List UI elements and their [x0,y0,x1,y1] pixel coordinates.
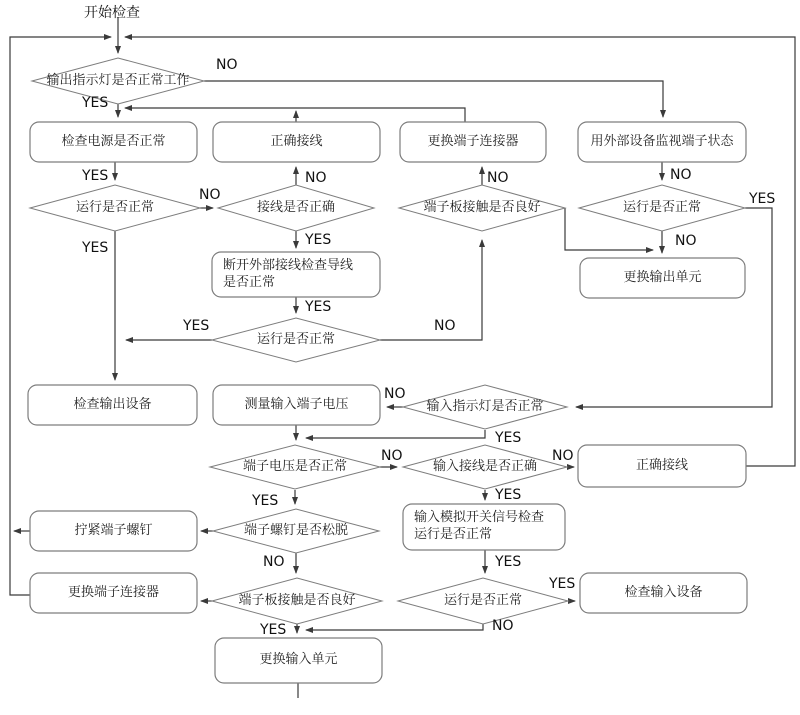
edge-d5-yes-long [576,208,772,407]
node-terminal-board-contact-2: 端子板接触是否良好 [238,592,356,608]
edge-label-yes-d7: YES [495,430,522,446]
node-input-wiring-correct: 输入接线是否正确 [432,458,537,474]
edge-label-no-d12: NO [492,618,514,634]
shape-tighten-terminal-screws [30,511,197,551]
edge-label-no-d4: NO [487,170,509,186]
edge-label-no-d2: NO [199,187,221,203]
shape-replace-output-unit [580,258,745,298]
edge-d7-yes-left [306,430,485,438]
shape-measure-input-terminal-voltage [213,385,380,425]
start-label: 开始检查 [84,5,140,21]
shape-wiring-correct [218,185,374,231]
shape-correct-wiring-2 [578,445,746,487]
shape-check-power [30,122,197,162]
node-correct-wiring-2: 正确接线 [635,457,688,473]
node-check-output-device: 检查输出设备 [73,396,152,412]
shape-run-ok-3 [212,318,380,362]
shape-terminal-board-contact-2 [212,578,382,624]
node-replace-input-unit: 更换输入单元 [259,652,338,668]
edge-label-yes-d6: YES [183,318,210,334]
node-replace-output-unit: 更换输出单元 [623,269,702,285]
edge-label-yes-disconnect: YES [305,299,332,315]
edge-label-no-d3: NO [305,170,327,186]
node-tighten-terminal-screws: 拧紧端子螺钉 [74,522,153,538]
shape-input-analog-switch-signal [403,504,565,550]
edge-d12-no-left [306,624,483,630]
node-terminal-screw-loose: 端子螺钉是否松脱 [243,522,348,538]
node-disconnect-external-wiring-line2: 是否正常 [223,274,276,290]
shape-replace-terminal-connector-2 [30,573,197,613]
shape-check-input-device [580,573,747,613]
edge-label-yes-d3: YES [305,232,332,248]
edge-label-no-d6: NO [434,318,456,334]
edge-label-no-d1: NO [216,57,238,73]
shape-run-ok-1 [30,185,200,231]
edge-feedback-row [125,108,465,122]
node-disconnect-external-wiring-line1: 断开外部接线检查导线 [223,257,354,273]
shape-replace-terminal-connector-1 [400,122,546,162]
shape-run-ok-2 [579,185,745,231]
node-input-analog-switch-signal-line2: 运行是否正常 [414,527,493,542]
shape-input-wiring-correct [403,445,567,489]
edge-d1-no [204,81,663,117]
node-input-analog-switch-signal-line1: 输入模拟开关信号检查 [414,510,545,526]
node-output-indicator-ok: 输出指示灯是否正常工作 [46,72,190,88]
node-input-indicator-ok: 输入指示灯是否正常 [426,398,544,414]
edge-label-yes-checkpower: YES [82,168,109,184]
node-terminal-board-contact-1: 端子板接触是否良好 [423,199,541,215]
edge-label-yes-d5: YES [749,191,776,207]
node-wiring-correct: 接线是否正确 [256,199,335,215]
edge-label-no-d7: NO [384,386,406,402]
edge-label-yes-d9: YES [495,487,522,503]
shape-terminal-board-contact-1 [399,185,565,231]
shape-monitor-terminal-external [578,122,746,162]
node-terminal-voltage-ok: 端子电压是否正常 [242,458,347,474]
shape-disconnect-external-wiring [212,252,380,297]
shape-run-ok-4 [398,578,568,624]
edge-label-yes-d8: YES [252,493,279,509]
shape-output-indicator-ok [32,58,204,104]
node-check-input-device: 检查输入设备 [624,584,703,600]
node-measure-input-terminal-voltage: 测量输入端子电压 [244,396,349,412]
shape-input-indicator-ok [403,385,567,429]
edge-label-yes-d1: YES [82,95,109,111]
node-replace-terminal-connector-1: 更换端子连接器 [427,133,519,149]
edge-label-yes-d12: YES [549,576,576,592]
node-run-ok-1: 运行是否正常 [75,199,154,215]
edge-label-no-d8: NO [381,448,403,464]
node-replace-terminal-connector-2: 更换端子连接器 [67,584,159,600]
edge-label-no-d5: NO [675,233,697,249]
node-correct-wiring-1: 正确接线 [270,133,323,149]
node-run-ok-3: 运行是否正常 [256,331,335,347]
edge-label-no-d9: NO [552,448,574,464]
shape-terminal-voltage-ok [210,445,380,489]
node-monitor-terminal-external: 用外部设备监视端子状态 [590,133,734,149]
edge-label-no-d10: NO [263,554,285,570]
node-run-ok-4: 运行是否正常 [443,592,522,608]
edge-label-yes-analog: YES [495,554,522,570]
shape-check-output-device [28,385,197,425]
node-run-ok-2: 运行是否正常 [622,199,701,215]
edge-label-no-monitor: NO [670,167,692,183]
edge-d6-no-up [380,240,482,340]
edge-label-yes-d11: YES [260,622,287,638]
node-check-power: 检查电源是否正常 [61,133,166,149]
edge-label-yes-d2: YES [82,240,109,256]
shape-terminal-screw-loose [213,509,379,553]
shape-replace-input-unit [215,638,382,683]
shape-correct-wiring-1 [213,122,380,162]
